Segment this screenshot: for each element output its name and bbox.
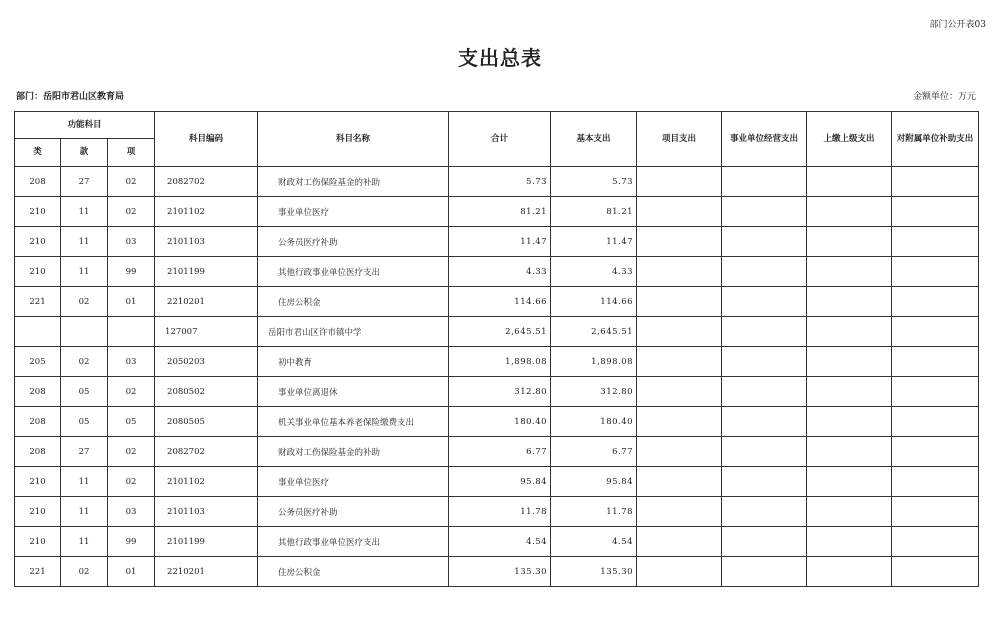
cell-upper-payment	[807, 257, 892, 287]
expenditure-table	[14, 111, 979, 587]
cell-project-expenditure	[637, 527, 722, 557]
cell-total: 4.33	[449, 257, 551, 287]
cell-basic-expenditure: 2,645.51	[551, 317, 637, 347]
table-row	[15, 167, 979, 197]
cell-kuan: 11	[61, 467, 108, 497]
cell-lei: 210	[15, 227, 61, 257]
cell-business-expenditure	[722, 257, 807, 287]
table-row	[15, 407, 979, 437]
cell-xiang: 01	[108, 557, 155, 587]
cell-project-expenditure	[637, 227, 722, 257]
cell-project-expenditure	[637, 287, 722, 317]
cell-kuan: 02	[61, 557, 108, 587]
cell-subsidy-expenditure	[892, 437, 979, 467]
cell-subject-name: 公务员医疗补助	[258, 497, 449, 527]
cell-project-expenditure	[637, 497, 722, 527]
cell-subject-name: 事业单位医疗	[258, 467, 449, 497]
cell-subject-name: 机关事业单位基本养老保险缴费支出	[258, 407, 449, 437]
cell-lei	[15, 317, 61, 347]
cell-kuan: 11	[61, 497, 108, 527]
cell-subject-name: 财政对工伤保险基金的补助	[258, 437, 449, 467]
header-total: 合计	[449, 112, 551, 167]
cell-business-expenditure	[722, 407, 807, 437]
cell-basic-expenditure: 1,898.08	[551, 347, 637, 377]
cell-total: 1,898.08	[449, 347, 551, 377]
cell-total: 114.66	[449, 287, 551, 317]
cell-project-expenditure	[637, 197, 722, 227]
cell-total: 6.77	[449, 437, 551, 467]
cell-lei: 208	[15, 377, 61, 407]
cell-project-expenditure	[637, 557, 722, 587]
cell-subsidy-expenditure	[892, 197, 979, 227]
cell-basic-expenditure: 4.54	[551, 527, 637, 557]
cell-basic-expenditure: 5.73	[551, 167, 637, 197]
cell-business-expenditure	[722, 437, 807, 467]
cell-kuan	[61, 317, 108, 347]
cell-kuan: 11	[61, 527, 108, 557]
cell-lei: 210	[15, 257, 61, 287]
cell-subsidy-expenditure	[892, 257, 979, 287]
cell-subject-name: 初中教育	[258, 347, 449, 377]
cell-xiang: 99	[108, 257, 155, 287]
cell-project-expenditure	[637, 407, 722, 437]
cell-basic-expenditure: 11.78	[551, 497, 637, 527]
cell-upper-payment	[807, 317, 892, 347]
cell-business-expenditure	[722, 197, 807, 227]
cell-xiang: 01	[108, 287, 155, 317]
form-number-label: 部门公开表03	[929, 20, 986, 30]
cell-lei: 210	[15, 497, 61, 527]
header-subsidy-expenditure: 对附属单位补助支出	[892, 112, 979, 167]
table-row	[15, 287, 979, 317]
cell-lei: 210	[15, 467, 61, 497]
table-row	[15, 197, 979, 227]
header-project-expenditure: 项目支出	[637, 112, 722, 167]
cell-xiang	[108, 317, 155, 347]
cell-subject-name: 事业单位医疗	[258, 197, 449, 227]
cell-upper-payment	[807, 527, 892, 557]
cell-business-expenditure	[722, 467, 807, 497]
cell-business-expenditure	[722, 557, 807, 587]
cell-subject-name: 公务员医疗补助	[258, 227, 449, 257]
cell-lei: 221	[15, 557, 61, 587]
cell-lei: 210	[15, 197, 61, 227]
cell-subsidy-expenditure	[892, 377, 979, 407]
table-row	[15, 467, 979, 497]
cell-project-expenditure	[637, 377, 722, 407]
cell-kuan: 02	[61, 347, 108, 377]
cell-basic-expenditure: 4.33	[551, 257, 637, 287]
cell-subsidy-expenditure	[892, 527, 979, 557]
table-row	[15, 257, 979, 287]
cell-basic-expenditure: 81.21	[551, 197, 637, 227]
cell-subsidy-expenditure	[892, 287, 979, 317]
cell-kuan: 05	[61, 377, 108, 407]
cell-xiang: 99	[108, 527, 155, 557]
cell-upper-payment	[807, 197, 892, 227]
header-subject-code: 科目编码	[155, 112, 258, 167]
cell-xiang: 03	[108, 497, 155, 527]
cell-kuan: 27	[61, 167, 108, 197]
header-upper-payment: 上缴上级支出	[807, 112, 892, 167]
cell-project-expenditure	[637, 437, 722, 467]
cell-lei: 208	[15, 407, 61, 437]
cell-subject-code: 127007	[155, 317, 258, 347]
cell-total: 180.40	[449, 407, 551, 437]
cell-upper-payment	[807, 347, 892, 377]
header-basic-expenditure: 基本支出	[551, 112, 637, 167]
cell-total: 95.84	[449, 467, 551, 497]
cell-upper-payment	[807, 227, 892, 257]
cell-project-expenditure	[637, 257, 722, 287]
cell-total: 2,645.51	[449, 317, 551, 347]
cell-subsidy-expenditure	[892, 317, 979, 347]
cell-xiang: 02	[108, 467, 155, 497]
cell-project-expenditure	[637, 317, 722, 347]
cell-subject-code: 2082702	[155, 437, 258, 467]
table-row	[15, 317, 979, 347]
cell-subsidy-expenditure	[892, 167, 979, 197]
cell-business-expenditure	[722, 347, 807, 377]
cell-subject-code: 2080502	[155, 377, 258, 407]
cell-subject-code: 2101199	[155, 527, 258, 557]
cell-subject-name: 其他行政事业单位医疗支出	[258, 257, 449, 287]
header-kuan: 款	[61, 139, 108, 167]
cell-xiang: 02	[108, 167, 155, 197]
cell-lei: 208	[15, 437, 61, 467]
cell-kuan: 11	[61, 227, 108, 257]
table-row	[15, 347, 979, 377]
cell-kuan: 05	[61, 407, 108, 437]
header-lei: 类	[15, 139, 61, 167]
cell-business-expenditure	[722, 527, 807, 557]
cell-subject-code: 2101199	[155, 257, 258, 287]
cell-subsidy-expenditure	[892, 227, 979, 257]
cell-subsidy-expenditure	[892, 347, 979, 377]
cell-business-expenditure	[722, 497, 807, 527]
cell-subject-name: 住房公积金	[258, 287, 449, 317]
cell-lei: 210	[15, 527, 61, 557]
cell-upper-payment	[807, 287, 892, 317]
page-title: 支出总表	[458, 46, 542, 70]
cell-subject-code: 2082702	[155, 167, 258, 197]
cell-total: 312.80	[449, 377, 551, 407]
cell-upper-payment	[807, 557, 892, 587]
cell-project-expenditure	[637, 347, 722, 377]
cell-kuan: 27	[61, 437, 108, 467]
cell-xiang: 03	[108, 347, 155, 377]
cell-kuan: 11	[61, 197, 108, 227]
header-business-expenditure: 事业单位经营支出	[722, 112, 807, 167]
cell-project-expenditure	[637, 167, 722, 197]
cell-kuan: 02	[61, 287, 108, 317]
cell-basic-expenditure: 6.77	[551, 437, 637, 467]
cell-lei: 205	[15, 347, 61, 377]
header-xiang: 项	[108, 139, 155, 167]
cell-subject-name: 住房公积金	[258, 557, 449, 587]
cell-business-expenditure	[722, 167, 807, 197]
cell-xiang: 02	[108, 377, 155, 407]
cell-total: 5.73	[449, 167, 551, 197]
department-label: 部门：岳阳市君山区教育局	[16, 92, 125, 102]
cell-subject-name: 其他行政事业单位医疗支出	[258, 527, 449, 557]
cell-subject-code: 2101102	[155, 197, 258, 227]
cell-subject-code: 2101103	[155, 497, 258, 527]
cell-total: 11.78	[449, 497, 551, 527]
table-row	[15, 527, 979, 557]
cell-business-expenditure	[722, 227, 807, 257]
cell-basic-expenditure: 114.66	[551, 287, 637, 317]
cell-basic-expenditure: 135.30	[551, 557, 637, 587]
table-row	[15, 437, 979, 467]
cell-total: 4.54	[449, 527, 551, 557]
cell-subject-name: 事业单位离退休	[258, 377, 449, 407]
cell-subject-code: 2210201	[155, 287, 258, 317]
cell-kuan: 11	[61, 257, 108, 287]
currency-unit-label: 金额单位：万元	[912, 92, 976, 102]
table-row	[15, 377, 979, 407]
cell-subject-name: 财政对工伤保险基金的补助	[258, 167, 449, 197]
cell-basic-expenditure: 95.84	[551, 467, 637, 497]
cell-subsidy-expenditure	[892, 407, 979, 437]
header-function-subject: 功能科目	[15, 112, 155, 139]
table-row	[15, 227, 979, 257]
cell-subsidy-expenditure	[892, 467, 979, 497]
cell-upper-payment	[807, 407, 892, 437]
cell-xiang: 03	[108, 227, 155, 257]
cell-upper-payment	[807, 377, 892, 407]
cell-subject-code: 2101102	[155, 467, 258, 497]
cell-upper-payment	[807, 467, 892, 497]
table-row	[15, 557, 979, 587]
cell-subject-code: 2210201	[155, 557, 258, 587]
cell-subsidy-expenditure	[892, 497, 979, 527]
header-subject-name: 科目名称	[258, 112, 449, 167]
cell-business-expenditure	[722, 377, 807, 407]
table-body	[15, 167, 979, 587]
cell-subject-name: 岳阳市君山区许市镇中学	[258, 317, 449, 347]
cell-subsidy-expenditure	[892, 557, 979, 587]
cell-subject-code: 2101103	[155, 227, 258, 257]
cell-subject-code: 2050203	[155, 347, 258, 377]
cell-project-expenditure	[637, 467, 722, 497]
cell-upper-payment	[807, 167, 892, 197]
cell-subject-code: 2080505	[155, 407, 258, 437]
cell-lei: 208	[15, 167, 61, 197]
cell-business-expenditure	[722, 287, 807, 317]
cell-total: 11.47	[449, 227, 551, 257]
cell-basic-expenditure: 312.80	[551, 377, 637, 407]
cell-lei: 221	[15, 287, 61, 317]
cell-business-expenditure	[722, 317, 807, 347]
cell-basic-expenditure: 180.40	[551, 407, 637, 437]
cell-xiang: 02	[108, 437, 155, 467]
cell-upper-payment	[807, 437, 892, 467]
cell-total: 81.21	[449, 197, 551, 227]
table-row	[15, 497, 979, 527]
cell-xiang: 02	[108, 197, 155, 227]
cell-basic-expenditure: 11.47	[551, 227, 637, 257]
cell-upper-payment	[807, 497, 892, 527]
cell-xiang: 05	[108, 407, 155, 437]
cell-total: 135.30	[449, 557, 551, 587]
